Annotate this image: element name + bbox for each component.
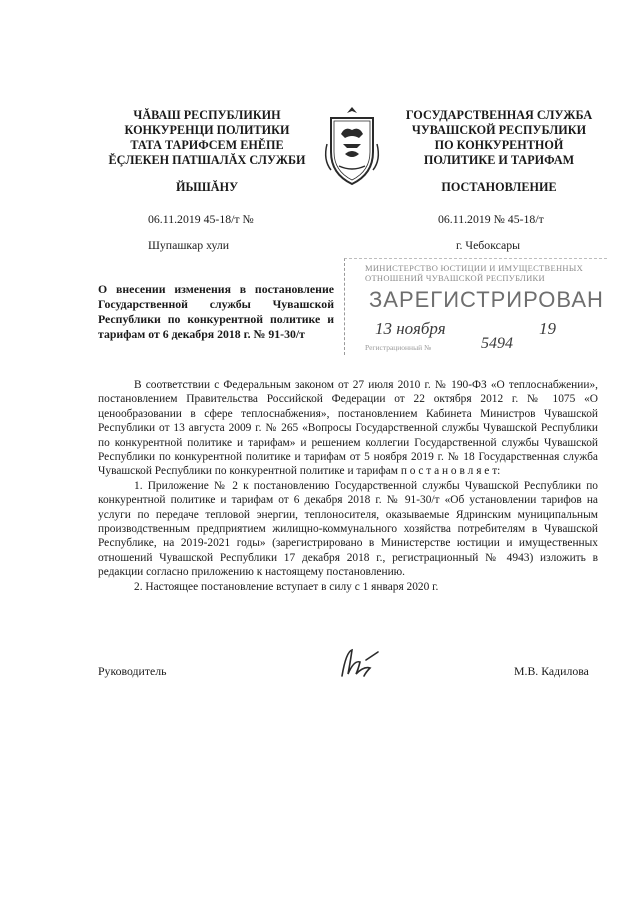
signature-icon: [336, 646, 384, 682]
header-right-russian: [392, 108, 606, 168]
header-left-line: ТАТА ТАРИФСЕМ ЕНĚПЕ: [130, 138, 284, 152]
stamp-ministry-line: МИНИСТЕРСТВО ЮСТИЦИИ И ИМУЩЕСТВЕННЫХ: [365, 263, 584, 273]
city-chuvash: Шупашкар хули: [148, 238, 230, 252]
stamp-title: ЗАРЕГИСТРИРОВАН: [369, 287, 604, 312]
stamp-reg-label: Регистрационный №: [365, 343, 432, 352]
doc-date-number-right: 06.11.2019 № 45-18/т: [438, 212, 544, 226]
body-paragraph: 2. Настоящее постановление вступает в силу с 1 января 2020 г.: [134, 580, 439, 593]
header-left-line: ĔÇЛЕКЕН ПАТШАЛĂХ СЛУЖБИ: [108, 153, 306, 167]
header-right-line: ГОСУДАРСТВЕННАЯ СЛУЖБА: [405, 108, 593, 122]
signatory-name: М.В. Кадилова: [514, 664, 589, 678]
stamp-handwritten-year: 19: [539, 319, 556, 338]
document-subject: О внесении изменения в постановление Государственной службы Чувашской Республики по конкурентной политике и тарифам от 6 декабря 2018 г. № 91-30/т: [98, 282, 334, 341]
stamp-handwritten-date: 13 ноября: [375, 319, 446, 338]
registration-stamp: [344, 258, 607, 355]
coat-of-arms-icon: [321, 104, 383, 188]
header-left-chuvash: [98, 108, 316, 168]
city-russian: г. Чебоксары: [456, 238, 521, 252]
body-paragraph: 1. Приложение № 2 к постановлению Государственной службы Чувашской Республики по конкурентной политике и тарифам от 6 декабря 2018 г. № 91-30/т «Об установлении тарифов на услуги по передаче тепловой энергии, теплоносителя, оказываемые Ядринским муниципальным производственным предприятием жилищно-коммунального хозяйства потребителям в Чувашской Республике, на 2019-2021 годы» (зарегистрировано в Министерстве юстиции и имущественных отношений Чувашской Республики 17 декабря 2018 г., регистрационный № 4943) изложить в редакции согласно приложению к настоящему постановлению.: [98, 479, 598, 579]
doc-date-number-left: 06.11.2019 45-18/т №: [148, 212, 254, 226]
doc-type-chuvash: ЙЫШĂНУ: [175, 180, 239, 194]
body-paragraph: В соответствии с Федеральным законом от 27 июля 2010 г. № 190-ФЗ «О теплоснабжении», постановлением Правительства Российской Федерации от 22 октября 2012 г. № 1075 «О ценообразовании в сфере теплоснабжения», постановлением Кабинета Министров Чувашской Республики от 13 августа 2009 г. № 265 «Вопросы Государственной службы Чувашской Республики по конкурентной политике и тарифам» и решением коллегии Государственной службы Чувашской Республики по конкурентной политике и тарифам от 5 ноября 2019 г. № 18 Государственная служба Чувашской Республики по конкурентной политике и тарифам п о с т а н о в л я е т:: [98, 379, 598, 478]
signatory-position: Руководитель: [98, 664, 167, 678]
header-left-line: КОНКУРЕНЦИ ПОЛИТИКИ: [124, 123, 290, 137]
stamp-ministry-line: ОТНОШЕНИЙ ЧУВАШСКОЙ РЕСПУБЛИКИ: [365, 273, 545, 283]
header-right-line: ПОЛИТИКЕ И ТАРИФАМ: [423, 153, 575, 167]
header-right-line: ЧУВАШСКОЙ РЕСПУБЛИКИ: [411, 123, 587, 137]
doc-type-russian: ПОСТАНОВЛЕНИЕ: [441, 180, 557, 194]
stamp-reg-number: 5494: [481, 335, 513, 352]
header-left-line: ЧĂВАШ РЕСПУБЛИКИН: [133, 108, 281, 122]
header-right-line: ПО КОНКУРЕНТНОЙ: [434, 138, 564, 152]
document-body: [98, 378, 598, 594]
